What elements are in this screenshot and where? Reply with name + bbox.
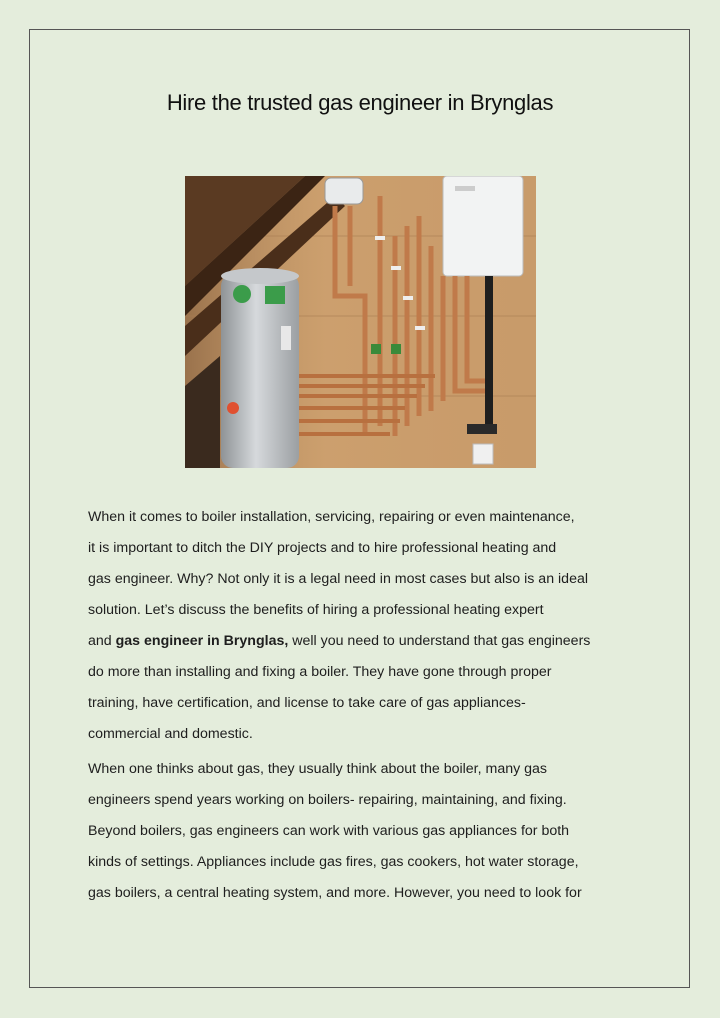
paragraph-2	[88, 754, 648, 909]
text-line: do more than installing and fixing a boiler. They have gone through proper	[88, 664, 552, 680]
text-line: gas boilers, a central heating system, and more. However, you need to look for	[88, 885, 582, 901]
text-fragment: and	[88, 633, 116, 649]
text-fragment: well you need to understand that gas engineers	[288, 633, 591, 649]
text-line: gas engineer. Why? Not only it is a legal need in most cases but also is an ideal	[88, 571, 588, 587]
text-line: When one thinks about gas, they usually think about the boiler, many gas	[88, 761, 548, 777]
text-line: engineers spend years working on boilers- repairing, maintaining, and fixing.	[88, 792, 567, 808]
text-line: solution. Let’s discuss the benefits of hiring a professional heating expert	[88, 602, 544, 618]
boiler-installation-photo	[185, 176, 536, 468]
keyword-gas-engineer-brynglas[interactable]: gas engineer in Brynglas,	[115, 633, 289, 649]
page-title: Hire the trusted gas engineer in Brynglas	[166, 90, 554, 115]
paragraph-1	[88, 502, 648, 750]
article-body	[88, 502, 648, 913]
text-line: commercial and domestic.	[88, 726, 253, 742]
text-line: Beyond boilers, gas engineers can work with various gas appliances for both	[88, 823, 570, 839]
text-line: it is important to ditch the DIY projects and to hire professional heating and	[88, 540, 557, 556]
text-line: When it comes to boiler installation, servicing, repairing or even maintenance,	[88, 509, 575, 525]
text-line-with-keyword	[88, 626, 648, 657]
text-line: training, have certification, and license to take care of gas appliances-	[88, 695, 526, 711]
text-line: kinds of settings. Appliances include gas fires, gas cookers, hot water storage,	[88, 854, 579, 870]
